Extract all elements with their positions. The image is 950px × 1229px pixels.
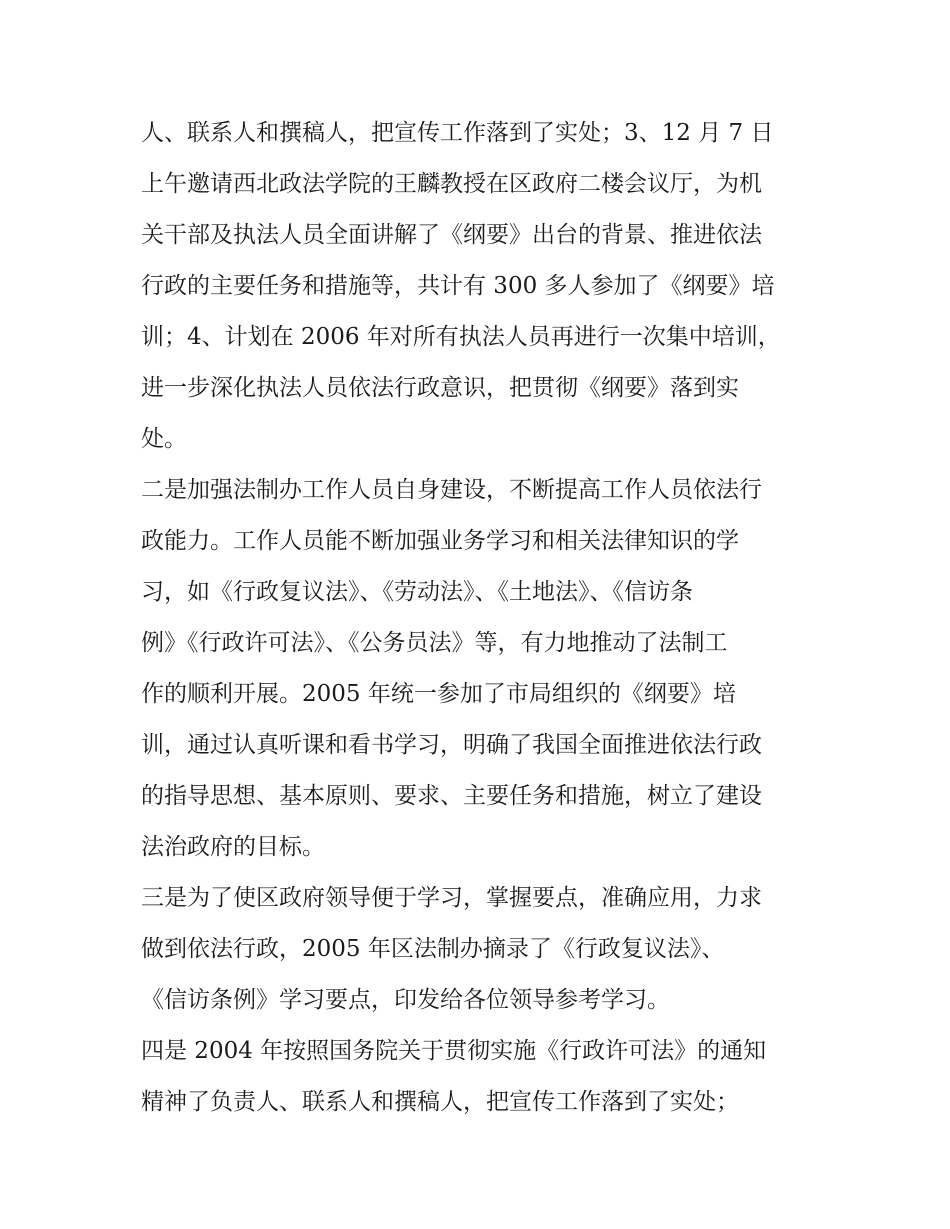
text-line: 作的顺利开展。2005 年统一参加了市局组织的《纲要》培 [141, 681, 736, 707]
text-line: 行政的主要任务和措施等，共计有 300 多人参加了《纲要》培 [141, 273, 775, 299]
text-line: 二是加强法制办工作人员自身建设，不断提高工作人员依法行 [141, 477, 762, 503]
text-line: 四是 2004 年按照国务院关于贯彻实施《行政许可法》的通知 [141, 1038, 767, 1064]
text-line: 习，如《行政复议法》、《劳动法》、《土地法》、《信访条 [141, 579, 693, 605]
text-line: 政能力。工作人员能不断加强业务学习和相关法律知识的学 [141, 528, 739, 554]
text-line: 《信访条例》学习要点，印发给各位领导参考学习。 [141, 987, 670, 1013]
text-line: 的指导思想、基本原则、要求、主要任务和措施，树立了建设 [141, 783, 762, 809]
text-line: 训；4、计划在 2006 年对所有执法人员再进行一次集中培训， [141, 324, 781, 350]
text-line: 人、联系人和撰稿人，把宣传工作落到了实处；3、12 月 7 日 [141, 120, 774, 146]
text-line: 处。 [141, 426, 187, 452]
text-line: 训，通过认真听课和看书学习，明确了我国全面推进依法行政 [141, 732, 762, 758]
text-line: 精神了负责人、联系人和撰稿人，把宣传工作落到了实处； [141, 1089, 739, 1115]
text-line: 上午邀请西北政法学院的王麟教授在区政府二楼会议厅，为机 [141, 171, 762, 197]
text-line: 做到依法行政，2005 年区法制办摘录了《行政复议法》、 [141, 936, 725, 962]
text-line: 三是为了使区政府领导便于学习，掌握要点，准确应用，力求 [141, 885, 762, 911]
body-text [141, 108, 821, 1128]
text-line: 法治政府的目标。 [141, 834, 325, 860]
text-line: 进一步深化执法人员依法行政意识，把贯彻《纲要》落到实 [141, 375, 739, 401]
text-line: 关干部及执法人员全面讲解了《纲要》出台的背景、推进依法 [141, 222, 762, 248]
text-line: 例》《行政许可法》、《公务员法》等，有力地推动了法制工 [141, 630, 728, 656]
